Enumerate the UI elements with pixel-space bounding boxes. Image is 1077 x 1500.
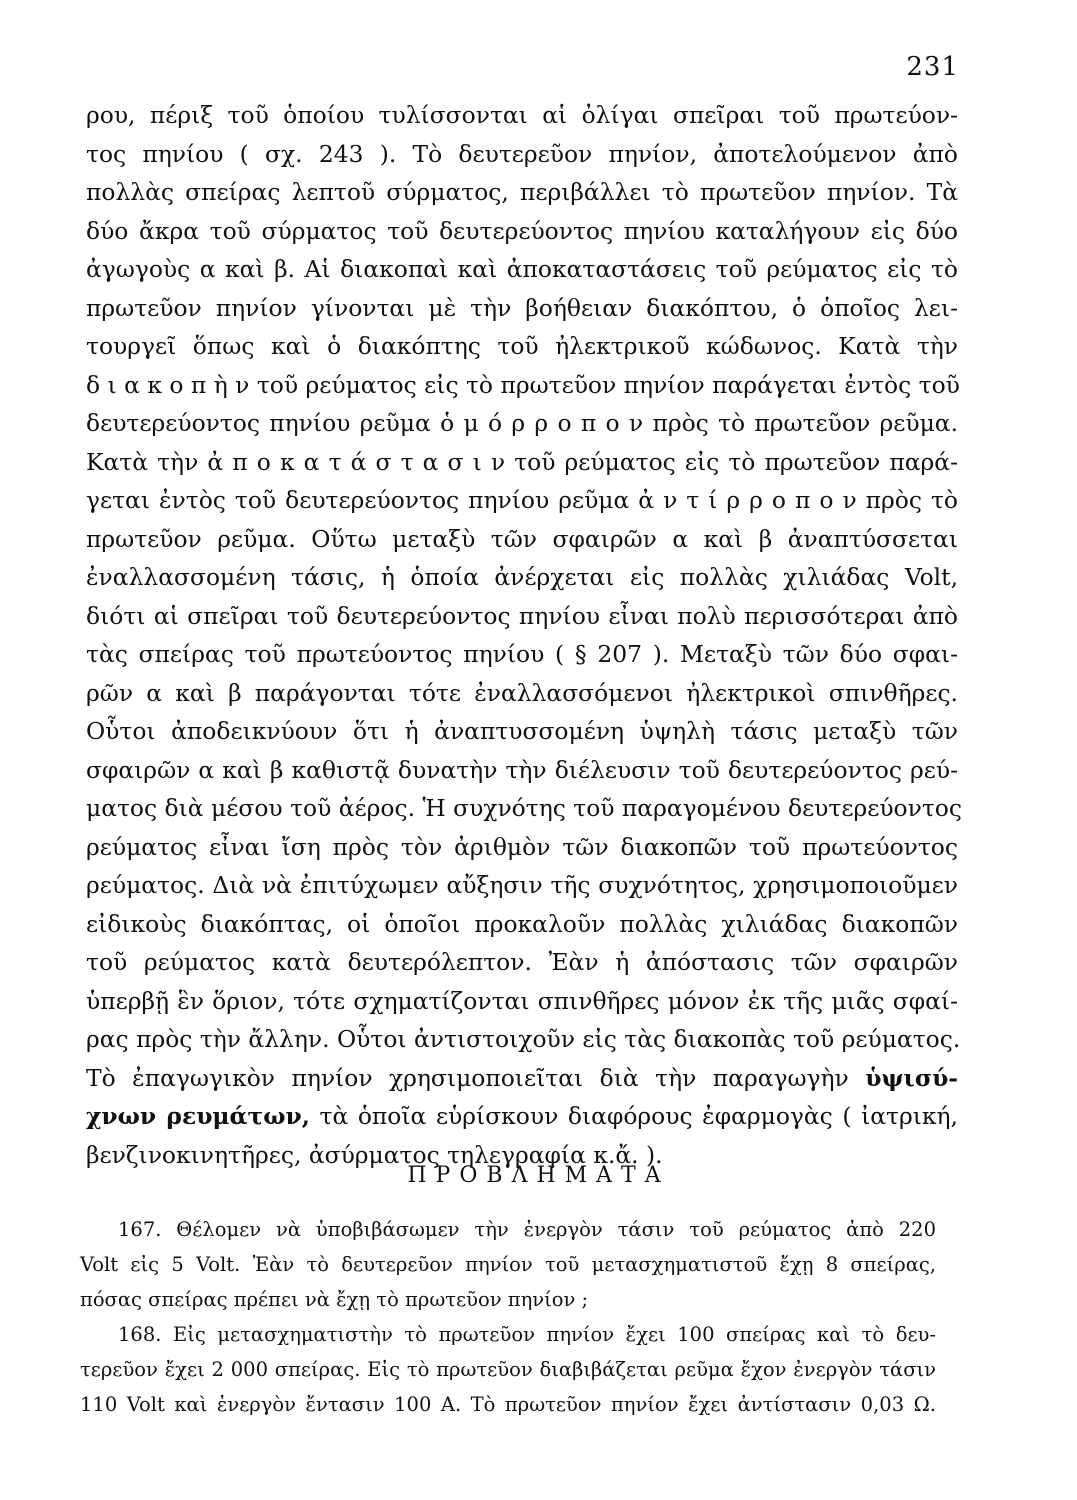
page-number: 231 — [906, 52, 959, 82]
text-line: δ ι α κ ο π ὴ ν τοῦ ρεύματος εἰς τὸ πρωτεῦον πηνίον παράγεται ἐντὸς τοῦ — [86, 370, 960, 399]
problem-167-line: πόσας σπείρας πρέπει νὰ ἔχῃ τὸ πρωτεῦον πηνίον ; — [80, 1288, 589, 1311]
text-line: ὑπερβῇ ἓν ὅριον, τότε σχηματίζονται σπινθῆρες μόνον ἐκ τῆς μιᾶς σφαί- — [86, 986, 958, 1015]
problem-167-line: Volt εἰς 5 Volt. Ἐὰν τὸ δευτερεῦον πηνίον τοῦ μετασχηματιστοῦ ἔχῃ 8 σπείρας, — [80, 1253, 936, 1276]
text-line: τος πηνίου ( σχ. 243 ). Τὸ δευτερεῦον πηνίον, ἀποτελούμενον ἀπὸ — [86, 139, 958, 168]
text-line: πολλὰς σπείρας λεπτοῦ σύρματος, περιβάλλει τὸ πρωτεῦον πηνίον. Τὰ — [86, 178, 958, 206]
text-line: διότι αἱ σπεῖραι τοῦ δευτερεύοντος πηνίου εἶναι πολὺ περισσότεραι ἀπὸ — [86, 601, 958, 630]
body-text — [86, 96, 962, 1174]
bold-term: χνων ρευμάτων, — [86, 1102, 310, 1130]
text-line: πρωτεῦον ρεῦμα. Οὕτω μεταξὺ τῶν σφαιρῶν α καὶ β ἀναπτύσσεται — [86, 524, 958, 553]
text-line: Οὗτοι ἀποδεικνύουν ὅτι ἡ ἀναπτυσσομένη ὑψηλὴ τάσις μεταξὺ τῶν — [86, 717, 958, 745]
text-line: εἰδικοὺς διακόπτας, οἱ ὁποῖοι προκαλοῦν πολλὰς χιλιάδας διακοπῶν — [86, 909, 958, 938]
problems-list — [80, 1212, 936, 1422]
text-line: ἐναλλασσομένη τάσις, ἡ ὁποία ἀνέρχεται εἰς πολλὰς χιλιάδας Volt, — [86, 563, 958, 591]
problem-168-line: 168. Εἰς μετασχηματιστὴν τὸ πρωτεῦον πηνίον ἔχει 100 σπείρας καὶ τὸ δευ- — [118, 1323, 936, 1346]
text-line: ρεύματος. Διὰ νὰ ἐπιτύχωμεν αὔξησιν τῆς συχνότητος, χρησιμοποιοῦμεν — [86, 871, 958, 899]
text-line: βενζινοκινητῆρες, ἀσύρματος τηλεγραφία κ.ἄ. ). — [86, 1140, 663, 1169]
text-line: τουργεῖ ὅπως καὶ ὁ διακόπτης τοῦ ἠλεκτρικοῦ κώδωνος. Κατὰ τὴν — [86, 332, 958, 360]
text-line: τοῦ ρεύματος κατὰ δευτερόλεπτον. Ἐὰν ἡ ἀπόστασις τῶν σφαιρῶν — [86, 948, 958, 976]
text-line: ρας πρὸς τὴν ἄλλην. Οὗτοι ἀντιστοιχοῦν εἰς τὰς διακοπὰς τοῦ ρεύματος. — [86, 1025, 961, 1053]
text-line: ματος διὰ μέσου τοῦ ἀέρος. Ἡ συχνότης τοῦ παραγομένου δευτερεύοντος — [86, 794, 962, 822]
text-line: δύο ἄκρα τοῦ σύρματος τοῦ δευτερεύοντος πηνίου καταλήγουν εἰς δύο — [86, 216, 958, 245]
section-title: ΠΡΟΒΛΗΜΑΤΑ — [407, 1163, 670, 1188]
text-fragment: Τὸ ἐπαγωγικὸν πηνίον χρησιμοποιεῖται διὰ τὴν παραγωγὴν — [86, 1063, 849, 1092]
text-line: σφαιρῶν α καὶ β καθιστᾷ δυνατὴν τὴν διέλευσιν τοῦ δευτερεύοντος ρεύ- — [86, 755, 958, 784]
text-line: γεται ἐντὸς τοῦ δευτερεύοντος πηνίου ρεῦμα ἀ ν τ ί ρ ρ ο π ο ν πρὸς τὸ — [86, 486, 958, 514]
problem-168-line: τερεῦον ἔχει 2 000 σπείρας. Εἰς τὸ πρωτεῦον διαβιβάζεται ρεῦμα ἔχον ἐνεργὸν τάσιν — [80, 1358, 936, 1381]
text-line: ρου, πέριξ τοῦ ὁποίου τυλίσσονται αἱ ὀλίγαι σπεῖραι τοῦ πρωτεύον- — [86, 101, 958, 129]
text-line: ἀγωγοὺς α καὶ β. Αἱ διακοπαὶ καὶ ἀποκαταστάσεις τοῦ ρεύματος εἰς τὸ — [86, 255, 958, 283]
text-fragment: τὰ ὁποῖα εὑρίσκουν διαφόρους ἐφαρμογὰς ( ἰατρική, — [319, 1102, 958, 1130]
problem-168-line: 110 Volt καὶ ἐνεργὸν ἔντασιν 100 Α. Τὸ πρωτεῦον πηνίον ἔχει ἀντίστασιν 0,03 Ω. — [80, 1393, 936, 1416]
text-line — [86, 1059, 958, 1098]
text-line: πρωτεῦον πηνίον γίνονται μὲ τὴν βοήθειαν διακόπτου, ὁ ὁποῖος λει- — [86, 293, 958, 322]
text-line: ρῶν α καὶ β παράγονται τότε ἐναλλασσόμενοι ἠλεκτρικοὶ σπινθῆρες. — [86, 678, 958, 707]
text-line: δευτερεύοντος πηνίου ρεῦμα ὁ μ ό ρ ρ ο π ο ν πρὸς τὸ πρωτεῦον ρεῦμα. — [86, 409, 958, 437]
text-line: ρεύματος εἶναι ἴση πρὸς τὸν ἀριθμὸν τῶν διακοπῶν τοῦ πρωτεύοντος — [86, 832, 958, 861]
text-line: τὰς σπείρας τοῦ πρωτεύοντος πηνίου ( § 207 ). Μεταξὺ τῶν δύο σφαι- — [86, 640, 958, 668]
problem-167-line: 167. Θέλομεν νὰ ὑποβιβάσωμεν τὴν ἐνεργὸν τάσιν τοῦ ρεύματος ἀπὸ 220 — [118, 1218, 936, 1241]
text-line: Κατὰ τὴν ἀ π ο κ α τ ά σ τ α σ ι ν τοῦ ρεύματος εἰς τὸ πρωτεῦον παρά- — [86, 447, 958, 476]
text-line — [86, 1097, 958, 1136]
bold-term: ὑψισύ- — [865, 1063, 959, 1092]
